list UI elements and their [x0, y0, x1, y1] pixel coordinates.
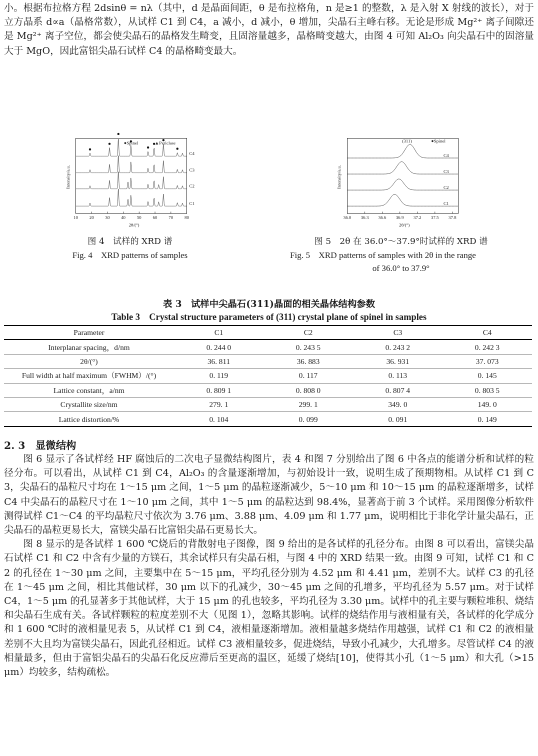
figure-4-tick-label: 40 [121, 215, 126, 221]
table-cell: 0. 803 5 [474, 385, 500, 395]
figure-4 [0, 84, 260, 284]
figure-5-tick-label: 36.3 [360, 215, 369, 221]
intro-text-block [4, 2, 534, 59]
figure-5-caption-en-line2: of 36.0° to 37.9° [372, 263, 430, 273]
table-row [4, 340, 532, 354]
table-cell: Interplanar spacing，d/nm [48, 342, 130, 352]
figure-5-xlabel: 2θ/(°) [399, 222, 410, 228]
figure-4-spinel-marker [147, 146, 149, 148]
table-3-title-cn: 表 3 试样中尖晶石(311)晶面的相关晶体结构参数 [162, 299, 376, 310]
table-3 [4, 325, 532, 427]
figure-5-ylabel: Intensity/a.u. [336, 165, 342, 189]
table-cell: 0. 099 [298, 414, 318, 424]
figure-4-label-c2: C2 [189, 183, 195, 189]
table-cell: 2θ/(°) [80, 356, 98, 366]
table-cell: 0. 243 5 [295, 342, 321, 352]
figure-5-caption-cn: 图 5 2θ 在 36.0°～37.9°时试样的 XRD 谱 [314, 237, 488, 247]
figure-4-tick-label: 30 [105, 215, 110, 221]
figure-5-tick-label: 37.5 [431, 215, 439, 221]
figure-5-tick-label: 37.8 [448, 215, 457, 221]
figure-5-label-c4: C4 [443, 152, 449, 158]
table-header-cell: C3 [393, 328, 403, 338]
figure-4-legend-spinel: ●Spinel [123, 140, 139, 146]
table-cell: Crystallite size/nm [60, 400, 118, 410]
figure-5-trace [347, 144, 458, 158]
figure-4-tick-label: 80 [184, 215, 189, 221]
table-cell: 0. 113 [388, 371, 408, 381]
table-cell: 0. 809 1 [206, 385, 232, 395]
table-cell: 349. 0 [388, 400, 408, 410]
section-text-block [4, 453, 534, 680]
figure-4-trace [76, 172, 187, 189]
figure-4-label-c4: C4 [189, 150, 195, 156]
table-cell: 36. 811 [207, 356, 230, 366]
figure-4-spinel-marker [117, 133, 119, 135]
table-cell: 279. 1 [209, 400, 229, 410]
intro-paragraph: 小。根据布拉格方程 2dsinθ = nλ（其中，d 是晶面间距，θ 是布拉格角，n 是≥1 的整数，λ 是入射 X 射线的波长），对于立方晶系 d∝a（晶格常数），从试样 C1 到 C4，a 减小，d 减小，θ 增加，尖晶石主峰右移。无论是形成 Mg²⁺ 离子间隙还是 Mg²⁺ 离子空位，都会使尖晶石的晶格发生畸变，且固溶量越多，晶格畸变越大，由图 4 可知 Al₂O₃ 向尖晶石中的固溶量大于 MgO，因此富铝尖晶石试样 C4 的晶格畸变最大。 [4, 3, 534, 57]
table-cell: 36. 883 [296, 356, 320, 366]
section-paragraph-1: 图 6 显示了各试样经 HF 腐蚀后的二次电子显微结构图片，表 4 和图 7 分别给出了图 6 中各点的能谱分析和试样的粒径分布。可以看出，从试样 C1 到 C4，Al₂O₃ 的含量逐渐增加，与初始设计一致，说明生成了预期物相。从试样 C1 到 C3，尖晶石的晶粒尺寸均在 1～15 μm 之间，1～5 μm 的晶粒逐渐减少，5～10 μm 和 10～15 μm 的晶粒逐渐增多，试样 C4 中尖晶石的晶粒尺寸在 1～10 μm 之间，其中 1～5 μm 的晶粒达到 98.4%，显著高于前 3 个试样。采用图像分析软件测得试样 C1～C4 的平均晶粒尺寸依次为 3.76 μm、3.88 μm、4.09 μm 和 1.77 μm，说明相比于非化学计量尖晶石，正尖晶石的晶粒更易长大，富镁尖晶石比富铝尖晶石更易长大。 [4, 454, 534, 537]
figure-5-caption-en-line1: Fig. 5 XRD patterns of samples with 2θ in the range [290, 250, 476, 260]
table-cell: 0. 145 [477, 371, 497, 381]
table-cell: Lattice distortion/% [58, 414, 120, 424]
figure-4-spinel-marker [108, 143, 110, 145]
section-heading: 2. 3 显微结构 [4, 440, 77, 452]
figure-4-tick-label: 70 [168, 215, 174, 221]
table-cell: 0. 091 [388, 414, 408, 424]
table-row [4, 354, 532, 368]
table-cell: Full width at half maximum（FWHM）/(°) [21, 371, 157, 381]
figure-5-tick-label: 36.0 [343, 215, 352, 221]
table-header-cell: Parameter [73, 328, 105, 338]
table-header-cell: C1 [214, 328, 224, 338]
figure-4-caption-en: Fig. 4 XRD patterns of samples [72, 250, 188, 260]
figure-4-tick-label: 20 [89, 215, 94, 221]
figure-4-spinel-marker [176, 148, 178, 150]
table-cell: 37. 073 [475, 356, 499, 366]
table-cell: 0. 244 0 [206, 342, 232, 352]
figure-4-label-c1: C1 [189, 200, 195, 206]
figure-5-tick-label: 36.6 [378, 215, 387, 221]
table-cell: 299. 1 [298, 400, 318, 410]
table-row [4, 397, 532, 411]
figure-5-legend-spinel: ●Spinel [431, 138, 446, 144]
figure-5-trace [347, 194, 458, 206]
figure-5-frame [347, 138, 458, 213]
table-cell: Lattice constant，a/nm [53, 385, 125, 395]
figure-5-label-c1: C1 [443, 200, 449, 206]
figure-4-ylabel: Intensity/a.u. [65, 165, 71, 189]
figure-5-label-c3: C3 [443, 168, 449, 174]
figure-5-trace [347, 179, 458, 190]
table-row [4, 369, 532, 383]
figure-4-label-c3: C3 [189, 167, 195, 173]
table-cell: 0. 808 0 [295, 385, 321, 395]
figure-4-tick-label: 60 [152, 215, 158, 221]
figure-4-plot [0, 84, 260, 232]
table-header-cell: C2 [303, 328, 313, 338]
table-3-title-en: Table 3 Crystal structure parameters of (311) crystal plane of spinel in samples [111, 312, 427, 322]
table-cell: 36. 931 [386, 356, 410, 366]
section-paragraph-2: 图 8 显示的是各试样 1 600 ℃烧后的背散射电子图像，图 9 给出的是各试样的孔径分布。由图 8 可以看出，富镁尖晶石试样 C1 和 C2 中含有少量的方镁石，其余试样只有尖晶石相，与图 4 中的 XRD 结果一致。由图 9 可知，试样 C1 和 C2 的孔径在 1～30 μm 之间，主要集中在 5～15 μm，平均孔径分别为 4.52 μm 和 4.41 μm，差别不大。试样 C3 的孔径在 1～45 μm 之间，相比其他试样，30 μm 以下的孔减少，30～45 μm 之间的孔增多，平均孔径为 5.57 μm。对于试样 C4，1～5 μm 的孔显著多于其他试样，大于 15 μm 的孔也较多，平均孔径为 3.30 μm。试样中的孔主要与颗粒堆积、烧结和尖晶石生成有关。各试样颗粒的粒度差别不大（见图 1），忽略其影响。试样的烧结作用与液相量有关，各试样的化学成分和 1 600 ℃时的液相量见表 5，从试样 C1 到 C4，液相量逐渐增加。液相量越多烧结作用越强，试样 C1 和 C2 的液相量差别不大且均为富镁尖晶石，因此孔径相近。试样 C3 液相量较多，促进烧结，导致小孔减少，大孔增多。尽管试样 C4 的液相量最多，但由于富铝尖晶石的尖晶石化反应滞后至更高的温区，延缓了烧结[10]，使得其小孔（1～5 μm）和大孔（>15 μm）均较多，结构疏松。 [4, 539, 534, 679]
table-header-cell: C4 [482, 328, 492, 338]
figure-5-legend-peak: (311) [402, 138, 412, 144]
table-cell: 0. 104 [209, 414, 229, 424]
table-cell: 0. 243 2 [385, 342, 411, 352]
table-cell: 0. 119 [209, 371, 229, 381]
table-row [4, 412, 532, 426]
figure-4-trace [76, 156, 187, 173]
table-row [4, 383, 532, 397]
table-cell: 0. 242 3 [474, 342, 500, 352]
table-cell: 0. 149 [477, 414, 497, 424]
figure-5 [270, 84, 538, 296]
figure-4-caption-cn: 图 4 试样的 XRD 谱 [87, 237, 173, 247]
figure-5-tick-label: 36.9 [395, 215, 404, 221]
figure-5-tick-label: 37.2 [413, 215, 422, 221]
figure-5-label-c2: C2 [443, 184, 449, 190]
table-cell: 0. 807 4 [385, 385, 411, 395]
figure-4-tick-label: 50 [136, 215, 142, 221]
figure-4-tick-label: 10 [73, 215, 78, 221]
figure-4-spinel-marker [89, 148, 91, 150]
figure-4-trace [76, 189, 187, 206]
figure-5-trace [347, 162, 458, 174]
table-cell: 149. 0 [477, 400, 497, 410]
figure-4-xlabel: 2θ/(°) [128, 222, 140, 228]
figure-4-legend-periclase: ▲Periclase [154, 140, 176, 146]
figure-5-plot [270, 84, 538, 232]
table-header-row [4, 326, 532, 340]
table-cell: 0. 117 [298, 371, 318, 381]
